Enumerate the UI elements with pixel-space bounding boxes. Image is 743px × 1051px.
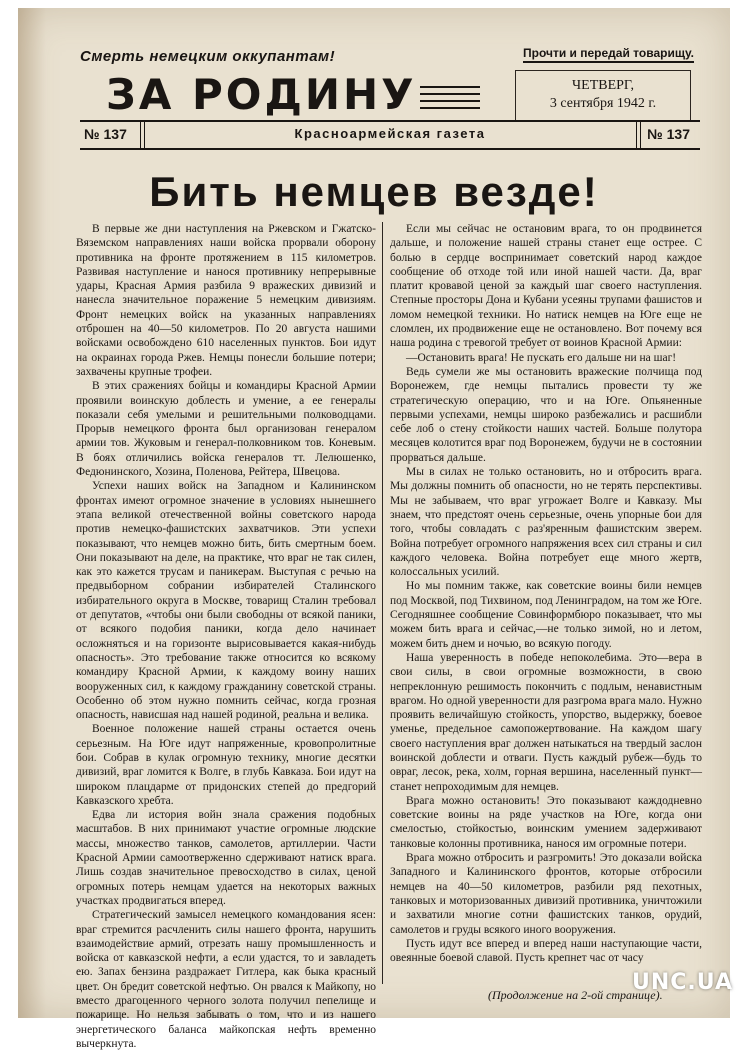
watermark-logo: UNC.UA [632, 970, 733, 995]
paragraph: Успехи наших войск на Западном и Калининском фронтах имеют огромное значение в условиях нынешнего этапа великой отечественной войны советского народа против немецко-фашистских захватчиков. Эти успехи показывают, что немцев можно бить, бить смертным боем. Они показывают на деле, на практике, что враг не так силен, как это кажется трусам и паникерам. Выступая с речью на предвыборном собрании избирателей Сталинского избирательного округа в Москве, товарищ Сталин требовал от депутатов, «чтобы они были свободны от всякой паники, от всякого подобия паники, когда дело начинает осложняться и на горизонте вырисовывается какая-нибудь опасность». Это требование также относится ко всякому командиру Красной Армии, к каждому воину наших вооруженных сил, к каждому гражданину советской страны. Особенно об этом нужно помнить сейчас, когда грозная опасность, нависшая над нашей родиной, реальна и велика. [76, 480, 376, 722]
weekday: ЧЕТВЕРГ, [572, 78, 634, 93]
paragraph: Пусть идут все вперед и вперед наши наступающие части, овеянные боевой славой. Пусть крепнет час от часу [390, 937, 702, 965]
paragraph: В этих сражениях бойцы и командиры Красной Армии проявили воинскую доблесть и умение, а ее генералы показали себя умелыми и решительными полководцами. Прорыв немецкого фронта был организован генералом армии тов. Жуковым и генерал-полковником тов. Коневым. В боях отличились войска генералов тт. Лелюшенко, Федюнинского, Хозина, Поленова, Рейтера, Швецова. [76, 380, 376, 479]
paragraph: Ведь сумели же мы остановить вражеские полчища под Воронежем, где немцы пытались провести ту же стратегическую операцию, что и на Юге. Опьяненные первыми успехами, немцы широко разбежались и расшибли себе лоб о стену стойкости наших частей. Больше полутора месяцев колотится враг под Воронежем, будучи не в состоянии прорваться дальше. [390, 365, 702, 464]
article-headline: Бить немцев везде! [149, 168, 599, 215]
paragraph: Наша уверенность в победе непоколебима. Это—вера в свои силы, в свои огромные возможности, в свою непреклонную решимость покончить с подлым, ненавистным врагом. Но одной уверенности для разгрома врага мало. Нужно проявить величайшую стойкость, упорство, выдержку, боевое уменье, предельное самопожертвование. На каждом шагу своего наступления враг должен натыкаться на твердый заслон воинской доблести и отваги. Пусть каждый рубеж—будь то овраг, лесок, река, холм, горная вершина, населенный пункт—станет непроходимым для немцев. [390, 651, 702, 793]
paragraph: Врага можно остановить! Это показывают каждодневно советские воины на ряде участков на Юге, когда они смелостью, стойкостью, воинским умением задерживают танковые колонны противника, нанося им огромные потери. [390, 794, 702, 850]
paragraph: Врага можно отбросить и разгромить! Это доказали войска Западного и Калининского фронтов, которые отбросили немцев на 40—50 километров, разбили ряд пехотных, танковых и моторизованных дивизий противника, уничтожили и захватили многие сотни фашистских танков, орудий, самолетов и груды всякого иного вооружения. [390, 852, 702, 936]
paragraph: —Остановить врага! Не пускать его дальше ни на шаг! [406, 351, 677, 364]
issue-number-right: № 137 [647, 126, 690, 142]
date-box [515, 70, 691, 122]
newspaper-page [18, 8, 730, 1050]
issue-number-left: № 137 [84, 126, 127, 142]
subtitle-divider-right [636, 122, 641, 148]
continued-note: (Продолжение на 2-ой странице). [488, 988, 663, 1002]
article-column-left [76, 222, 376, 1050]
paragraph: Стратегический замысел немецкого командования ясен: враг стремится расчленить силы нашего фронта, нарушить взаимодействие армий, отрезать нашу промышленность и войска от кавказской нефти, а если удастся, то и завладеть ею. Запах бензина раздражает Гитлера, как быка красный цвет. Он бредит советской нефтью. Он рвался к Майкопу, но вместо драгоценного черного золота получил пепелище и пожарище. Но нельзя забывать о том, что и из нашего энергетического баланса майкопская нефть временно вычеркнута. [76, 909, 376, 1050]
subtitle-bar [80, 120, 700, 150]
masthead-title: ЗА РОДИНУ [106, 70, 417, 119]
paragraph: Если мы сейчас не остановим врага, то он продвинется дальше, и положение нашей страны станет еще острее. С болью в сердце воспринимает советский народ каждое сообщение об отходе той или иной нашей части. Да, враг платит кровавой ценой за каждый шаг своего наступления. Степные просторы Дона и Кубани усеяны трупами фашистов и ломом немецкой техники. Но натиск немцев на Юге еще не сломлен, их продвижение еще не остановлено. Вот почему вся наша родина с тревогой требует от воинов Красной Армии: [390, 223, 702, 350]
paragraph: Военное положение нашей страны остается очень серьезным. На Юге идут напряженные, кровопролитные бои. Собрав в кулак огромную технику, многие десятки дивизий, враг ломится к Волге, в глубь Кавказа. Бои идут на широком плацдарме от придонских степей до предгорий Кавказского хребта. [76, 723, 376, 807]
paragraph: Мы в силах не только остановить, но и отбросить врага. Мы должны помнить об опасности, но не терять перспективы. Мы не забываем, что враг угрожает Волге и Кавказу. Мы знаем, что предстоят очень серьезные, очень упорные бои для того, чтобы совладать с раз'яренным фашистским зверем. Война потребует огромного напряжения всех сил страны и сил каждого человека. Война потребует еще много жертв, колоссальных усилий. [390, 466, 702, 579]
paragraph: Едва ли история войн знала сражения подобных масштабов. В них принимают участие огромные людские массы, множество танков, самолетов, артиллерии. Части Красной Армии самоотверженно сдерживают натиск врага. Лишь создав значительное превосходство в силах, ценой огромных потерь немцам удается на некоторых важных участках продвигаться вперед. [76, 809, 376, 907]
paragraph: В первые же дни наступления на Ржевском и Гжатско-Вяземском направлениях наши войска прорвали оборону противника на фронте протяжением в 115 километров. Развивая наступление и нанося противнику непрерывные удары, Красная Армия разбила 9 вражеских дивизий и нанесла значительное поражение 5 немецким дивизиям. Фронт немецких войск на указанных направлениях отброшен на 40—50 километров. По 20 августа нашими войсками освобождено 610 населенных пунктов. Бои идут на окраинах города Ржев. Немцы понесли большие потери; захвачены крупные трофеи. [76, 223, 376, 378]
issue-date: 3 сентября 1942 г. [549, 96, 657, 111]
newspaper-subtitle: Красноармейская газета [294, 126, 486, 141]
article-column-right [390, 222, 702, 982]
pass-on-note: Прочти и передай товарищу. [523, 46, 694, 63]
paragraph: Но мы помним также, как советские воины били немцев под Москвой, под Тихвином, под Ленинградом, на том же Юге. Сегодняшнее сообщение Совинформбюро показывает, что мы можем бить врага и сейчас,—не только зимой, но и летом, можем бить днем и ночью, во всякую погоду. [390, 580, 702, 650]
header-slogan: Смерть немецким оккупантам! [80, 48, 336, 65]
masthead-ornament [420, 86, 480, 114]
column-divider [382, 222, 383, 984]
